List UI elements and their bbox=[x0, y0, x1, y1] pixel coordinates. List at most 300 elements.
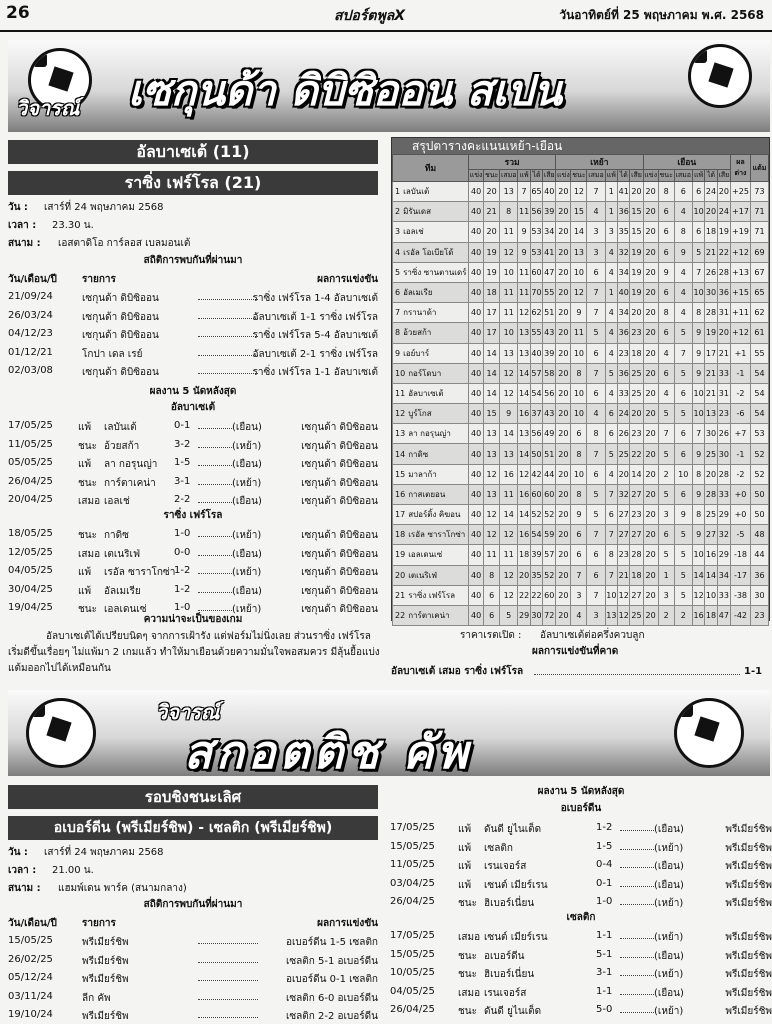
stat-cell: 4 bbox=[605, 464, 617, 484]
form-row bbox=[8, 420, 378, 433]
stat-cell: 5 bbox=[605, 363, 617, 383]
stat-cell: 20 bbox=[556, 605, 571, 625]
stat-cell: 27 bbox=[618, 525, 630, 545]
standings-row bbox=[393, 605, 769, 625]
stat-cell: 20 bbox=[643, 545, 658, 565]
stat-cell: 28 bbox=[717, 464, 730, 484]
col-pts: แต้ม bbox=[751, 155, 769, 182]
dotted-leader bbox=[198, 565, 232, 574]
stat-cell: 25 bbox=[630, 363, 643, 383]
stat-cell: 8 bbox=[500, 202, 518, 222]
stat-cell: 20 bbox=[717, 323, 730, 343]
stat-cell: 57 bbox=[530, 363, 542, 383]
stat-cell: 41 bbox=[618, 182, 630, 202]
stat-cell: 55 bbox=[530, 323, 542, 343]
form-date: 26/04/25 bbox=[390, 1004, 435, 1015]
team-position: 12 bbox=[395, 409, 406, 419]
team-name: เรอัล ซาราโกซ่า bbox=[408, 530, 466, 540]
stat-cell: 30 bbox=[705, 282, 717, 302]
stat-cell: 20 bbox=[556, 404, 571, 424]
stat-cell: 11 bbox=[500, 282, 518, 302]
team-name: อ้วยสก้า bbox=[403, 328, 432, 338]
stat-cell: 12 bbox=[500, 383, 518, 403]
stat-cell: 13 bbox=[484, 484, 500, 504]
stat-cell: 23 bbox=[630, 505, 643, 525]
col-for: ได้ bbox=[530, 170, 542, 182]
h2h-row bbox=[8, 365, 378, 378]
stat-cell: 40 bbox=[469, 323, 484, 343]
stat-cell: 20 bbox=[556, 262, 571, 282]
form-score: 1-2 bbox=[174, 565, 191, 576]
form-opponent: เรนเจอร์ส bbox=[484, 861, 527, 872]
h2h-result: อัลบาเซเต้ 1-1 ราซิ่ง เฟร์โรล bbox=[252, 311, 378, 323]
stat-cell: 35 bbox=[530, 565, 542, 585]
standings-row bbox=[393, 343, 769, 363]
stat-cell: 3 bbox=[587, 222, 605, 242]
stat-cell: 43 bbox=[543, 404, 556, 424]
stat-cell: 20 bbox=[643, 242, 658, 262]
h2h-date: 19/10/24 bbox=[8, 1009, 53, 1020]
stat-cell: 11 bbox=[500, 545, 518, 565]
stat-cell: 65 bbox=[530, 182, 542, 202]
stat-cell: 10 bbox=[500, 323, 518, 343]
odds-label: ราคาเรตเปิด : bbox=[460, 630, 522, 641]
team-name: เตเนริเฟ่ bbox=[408, 570, 438, 580]
team-position: 1 bbox=[395, 187, 401, 197]
form-competition: พรีเมียร์ชิพ bbox=[725, 861, 772, 872]
form-date: 11/05/25 bbox=[390, 859, 435, 870]
stat-cell: 20 bbox=[518, 565, 530, 585]
stat-cell: 26 bbox=[618, 424, 630, 444]
goal-difference: -5 bbox=[731, 525, 751, 545]
h2h-competition: พรีเมียร์ชิพ bbox=[82, 937, 129, 948]
date-value: เสาร์ที่ 24 พฤษภาคม 2568 bbox=[44, 202, 164, 213]
stat-cell: 39 bbox=[543, 343, 556, 363]
stat-cell: 11 bbox=[518, 202, 530, 222]
stat-cell: 8 bbox=[571, 484, 587, 504]
form-score: 1-5 bbox=[174, 457, 191, 468]
stat-cell: 29 bbox=[717, 545, 730, 565]
stat-cell: 6 bbox=[484, 585, 500, 605]
stat-cell: 16 bbox=[705, 545, 717, 565]
stat-cell: 4 bbox=[605, 383, 617, 403]
form-row bbox=[8, 584, 378, 597]
stat-cell: 3 bbox=[658, 505, 674, 525]
team-name: เลบันเต้ bbox=[403, 187, 430, 197]
stat-cell: 13 bbox=[518, 424, 530, 444]
stat-cell: 20 bbox=[556, 303, 571, 323]
stat-cell: 8 bbox=[692, 464, 704, 484]
stat-cell: 11 bbox=[518, 282, 530, 302]
stat-cell: 7 bbox=[587, 303, 605, 323]
form-date: 26/04/25 bbox=[8, 475, 53, 487]
stat-cell: 12 bbox=[500, 565, 518, 585]
team-name: มิรันเดส bbox=[403, 207, 431, 217]
stat-cell: 7 bbox=[587, 363, 605, 383]
stat-cell: 20 bbox=[630, 303, 643, 323]
stat-cell: 55 bbox=[543, 282, 556, 302]
form-date: 12/05/25 bbox=[8, 546, 53, 558]
team-position: 8 bbox=[395, 328, 401, 338]
points: 71 bbox=[751, 202, 769, 222]
stat-cell: 20 bbox=[643, 505, 658, 525]
stat-cell: 8 bbox=[571, 363, 587, 383]
stat-cell: 14 bbox=[500, 505, 518, 525]
stat-cell: 13 bbox=[500, 343, 518, 363]
form-result: เสมอ bbox=[458, 987, 481, 999]
stat-cell: 43 bbox=[543, 323, 556, 343]
form-opponent: อเบอร์ดีน bbox=[484, 950, 525, 962]
stat-cell: 8 bbox=[658, 182, 674, 202]
stat-cell: 8 bbox=[571, 444, 587, 464]
goal-difference: +19 bbox=[731, 222, 751, 242]
stat-cell: 70 bbox=[530, 282, 542, 302]
form-row bbox=[390, 859, 772, 872]
form-date: 26/04/25 bbox=[390, 896, 435, 907]
stat-cell: 52 bbox=[543, 505, 556, 525]
form-date: 10/05/25 bbox=[390, 967, 435, 978]
h2h-competition: โกปา เดล เรย์ bbox=[82, 348, 143, 360]
form-row bbox=[390, 949, 772, 962]
dotted-leader bbox=[620, 841, 654, 850]
date-label: วัน : bbox=[8, 847, 28, 858]
team-position: 10 bbox=[395, 368, 406, 378]
stat-cell: 14 bbox=[705, 565, 717, 585]
stat-cell: 25 bbox=[618, 444, 630, 464]
standings-row bbox=[393, 484, 769, 504]
form-opponent: เซนต์ เมียร์เรน bbox=[484, 879, 548, 891]
col-team: ทีม bbox=[393, 155, 469, 182]
form-opponent: ฮิเบอร์เนี่ยน bbox=[484, 898, 535, 909]
stat-cell: 12 bbox=[518, 464, 530, 484]
date-label: วัน : bbox=[8, 202, 28, 213]
standings-row bbox=[393, 545, 769, 565]
stat-cell: 9 bbox=[692, 525, 704, 545]
stat-cell: 6 bbox=[571, 545, 587, 565]
stat-cell: 16 bbox=[692, 605, 704, 625]
team-cell bbox=[393, 525, 469, 545]
stat-cell: 40 bbox=[469, 565, 484, 585]
team-cell bbox=[393, 323, 469, 343]
col-comp: รายการ bbox=[82, 274, 116, 285]
stat-cell: 6 bbox=[674, 424, 692, 444]
stat-cell: 6 bbox=[674, 182, 692, 202]
form-venue: (เยือน) bbox=[654, 861, 684, 872]
stat-cell: 30 bbox=[705, 424, 717, 444]
dotted-leader bbox=[620, 986, 654, 995]
form-result: ชนะ bbox=[458, 969, 477, 980]
points: 48 bbox=[751, 525, 769, 545]
form-venue: (เหย้า) bbox=[232, 604, 262, 615]
stat-cell: 36 bbox=[717, 282, 730, 302]
stat-cell: 10 bbox=[692, 282, 704, 302]
stat-cell: 44 bbox=[543, 464, 556, 484]
analysis-line: แต้มออกไปได้เหมือนกัน bbox=[8, 663, 111, 674]
stat-cell: 3 bbox=[605, 222, 617, 242]
form-competition: พรีเมียร์ชิพ bbox=[725, 932, 772, 943]
stat-cell: 28 bbox=[717, 262, 730, 282]
stat-cell: 4 bbox=[674, 282, 692, 302]
stat-cell: 30 bbox=[530, 605, 542, 625]
form-venue: (เหย้า) bbox=[654, 898, 684, 909]
odds-value: อัลบาเซเต้ต่อครึ่งควบลูก bbox=[540, 630, 645, 641]
stat-cell: 40 bbox=[469, 343, 484, 363]
stat-cell: 20 bbox=[643, 363, 658, 383]
stat-cell: 21 bbox=[717, 343, 730, 363]
h2h-result: อเบอร์ดีน 0-1 เซลติก bbox=[285, 974, 378, 985]
stat-cell: 12 bbox=[484, 525, 500, 545]
stat-cell: 40 bbox=[469, 262, 484, 282]
stat-cell: 12 bbox=[484, 464, 500, 484]
stat-cell: 3 bbox=[571, 585, 587, 605]
team-position: 3 bbox=[395, 227, 401, 237]
stat-cell: 14 bbox=[692, 565, 704, 585]
stat-cell: 16 bbox=[518, 484, 530, 504]
team-name: มาลาก้า bbox=[408, 469, 437, 479]
stat-cell: 9 bbox=[658, 262, 674, 282]
stat-cell: 6 bbox=[587, 262, 605, 282]
standings-row bbox=[393, 525, 769, 545]
stat-cell: 19 bbox=[484, 242, 500, 262]
form-row bbox=[8, 528, 378, 541]
dotted-leader bbox=[198, 457, 232, 466]
h2h-row bbox=[8, 347, 378, 360]
stat-cell: 7 bbox=[587, 444, 605, 464]
dotted-leader bbox=[620, 1004, 654, 1013]
stat-cell: 40 bbox=[469, 383, 484, 403]
time-label: เวลา : bbox=[8, 865, 37, 876]
team-position: 11 bbox=[395, 388, 406, 398]
stat-cell: 6 bbox=[484, 605, 500, 625]
team-cell bbox=[393, 363, 469, 383]
stat-cell: 40 bbox=[469, 484, 484, 504]
stat-cell: 20 bbox=[556, 424, 571, 444]
form-title: ผลงาน 5 นัดหลังสุด bbox=[537, 786, 625, 797]
form-score: 1-0 bbox=[596, 896, 613, 907]
form-venue: (เหย้า) bbox=[232, 477, 262, 489]
stat-cell: 12 bbox=[484, 505, 500, 525]
h2h-date: 26/02/25 bbox=[8, 953, 53, 965]
stat-cell: 17 bbox=[484, 323, 500, 343]
h2h-title: สถิติการพบกันที่ผ่านมา bbox=[143, 899, 243, 910]
stat-cell: 7 bbox=[605, 565, 617, 585]
stat-cell: 20 bbox=[556, 464, 571, 484]
stat-cell: 11 bbox=[571, 323, 587, 343]
h2h-result: เซลติก 2-2 อเบอร์ดีน bbox=[285, 1011, 378, 1022]
h2h-row bbox=[8, 991, 378, 1004]
team-name: ลา กอรุนญ่า bbox=[408, 429, 451, 439]
h2h-date: 01/12/21 bbox=[8, 346, 53, 358]
dotted-leader bbox=[198, 547, 232, 556]
stat-cell: 49 bbox=[543, 424, 556, 444]
stat-cell: 5 bbox=[658, 404, 674, 424]
form-competition: พรีเมียร์ชิพ bbox=[725, 950, 772, 962]
form-result: แพ้ bbox=[78, 459, 92, 470]
form-row bbox=[8, 439, 378, 452]
stat-cell: 7 bbox=[692, 262, 704, 282]
stat-cell: 11 bbox=[500, 484, 518, 504]
stat-cell: 2 bbox=[658, 605, 674, 625]
stat-cell: 20 bbox=[556, 363, 571, 383]
goal-difference: +12 bbox=[731, 242, 751, 262]
team-cell bbox=[393, 404, 469, 424]
h2h-row bbox=[8, 972, 378, 985]
points: 61 bbox=[751, 323, 769, 343]
stat-cell: 19 bbox=[630, 262, 643, 282]
col-lost: แพ้ bbox=[605, 170, 617, 182]
stat-cell: 15 bbox=[571, 202, 587, 222]
h2h-date: 21/09/24 bbox=[8, 291, 53, 302]
round-bar: รอบชิงชนะเลิศ bbox=[8, 785, 378, 809]
form-venue: (เยือน) bbox=[232, 422, 262, 433]
stat-cell: 60 bbox=[543, 484, 556, 504]
h2h-competition: เซกุนด้า ดิบิซิออน bbox=[82, 330, 159, 341]
form-opponent: เตเนริเฟ่ bbox=[104, 548, 141, 560]
points: 53 bbox=[751, 424, 769, 444]
form-opponent: อัลเมเรีย bbox=[104, 585, 141, 597]
stat-cell: 36 bbox=[618, 202, 630, 222]
points: 65 bbox=[751, 282, 769, 302]
col-date: วัน/เดือน/ปี bbox=[8, 918, 57, 929]
stat-cell: 20 bbox=[556, 202, 571, 222]
form-date: 15/05/25 bbox=[390, 840, 435, 852]
stat-cell: 31 bbox=[717, 383, 730, 403]
stat-cell: 1 bbox=[658, 565, 674, 585]
col-drawn: เสมอ bbox=[674, 170, 692, 182]
stat-cell: 6 bbox=[605, 424, 617, 444]
stat-cell: 20 bbox=[705, 464, 717, 484]
stat-cell: 20 bbox=[630, 182, 643, 202]
stat-cell: 47 bbox=[717, 605, 730, 625]
standings-row bbox=[393, 383, 769, 403]
stat-cell: 11 bbox=[518, 262, 530, 282]
stat-cell: 9 bbox=[674, 505, 692, 525]
h2h-row bbox=[8, 954, 378, 967]
stat-cell: 51 bbox=[543, 303, 556, 323]
stat-cell: 7 bbox=[587, 182, 605, 202]
stat-cell: 9 bbox=[692, 363, 704, 383]
stat-cell: 9 bbox=[692, 323, 704, 343]
stat-cell: 20 bbox=[643, 444, 658, 464]
form-score: 3-1 bbox=[174, 475, 191, 487]
stat-cell: 1 bbox=[605, 202, 617, 222]
stat-cell: 20 bbox=[556, 525, 571, 545]
stat-cell: 20 bbox=[556, 343, 571, 363]
stat-cell: 16 bbox=[500, 464, 518, 484]
stat-cell: 20 bbox=[643, 262, 658, 282]
stat-cell: 20 bbox=[618, 464, 630, 484]
prediction-title: ผลการแข่งขันที่คาด bbox=[532, 646, 619, 657]
team-position: 15 bbox=[395, 469, 406, 479]
goal-difference: -2 bbox=[731, 383, 751, 403]
stat-cell: 51 bbox=[543, 444, 556, 464]
stat-cell: 12 bbox=[571, 282, 587, 302]
dotted-leader bbox=[198, 991, 258, 1000]
points: 50 bbox=[751, 505, 769, 525]
stat-cell: 20 bbox=[643, 282, 658, 302]
stat-cell: 6 bbox=[571, 424, 587, 444]
form-date: 15/05/25 bbox=[390, 948, 435, 960]
goal-difference: +11 bbox=[731, 303, 751, 323]
stat-cell: 6 bbox=[692, 182, 704, 202]
stat-cell: 47 bbox=[543, 262, 556, 282]
goal-difference: +13 bbox=[731, 262, 751, 282]
team-cell bbox=[393, 464, 469, 484]
form-score: 1-0 bbox=[174, 528, 191, 539]
stat-cell: 7 bbox=[605, 525, 617, 545]
stat-cell: 10 bbox=[500, 262, 518, 282]
dotted-leader bbox=[198, 347, 258, 356]
stat-cell: 5 bbox=[658, 484, 674, 504]
h2h-result: เซลติก 6-0 อเบอร์ดีน bbox=[285, 992, 378, 1004]
form-opponent: เอลเดนเซ่ bbox=[104, 604, 147, 615]
team-name: สปอร์ติ้ง คิฆอน bbox=[408, 510, 461, 520]
form-opponent: เซลติก bbox=[484, 842, 513, 854]
stat-cell: 18 bbox=[705, 605, 717, 625]
form-result: แพ้ bbox=[458, 842, 472, 854]
form-score: 1-2 bbox=[174, 583, 191, 595]
form-venue: (เยือน) bbox=[654, 824, 684, 835]
stat-cell: 18 bbox=[518, 545, 530, 565]
dotted-leader bbox=[620, 896, 654, 905]
dotted-leader bbox=[620, 859, 654, 868]
stat-cell: 6 bbox=[571, 525, 587, 545]
stat-cell: 21 bbox=[705, 363, 717, 383]
stat-cell: 5 bbox=[500, 605, 518, 625]
stat-cell: 2 bbox=[674, 605, 692, 625]
stat-cell: 14 bbox=[518, 383, 530, 403]
points: 67 bbox=[751, 262, 769, 282]
goal-difference: +17 bbox=[731, 202, 751, 222]
form-result: แพ้ bbox=[78, 567, 92, 578]
h2h-date: 26/03/24 bbox=[8, 309, 53, 321]
stat-cell: 13 bbox=[518, 323, 530, 343]
football-icon bbox=[26, 698, 96, 768]
stat-cell: 37 bbox=[530, 404, 542, 424]
stat-cell: 34 bbox=[618, 303, 630, 323]
team-cell bbox=[393, 484, 469, 504]
stat-cell: 8 bbox=[658, 303, 674, 323]
stat-cell: 60 bbox=[530, 484, 542, 504]
stat-cell: 50 bbox=[530, 444, 542, 464]
stat-cell: 6 bbox=[587, 383, 605, 403]
form-competition: เซกุนด้า ดิบิซิออน bbox=[301, 440, 378, 452]
stat-cell: 3 bbox=[587, 242, 605, 262]
team-cell bbox=[393, 262, 469, 282]
col-played: แข่ง bbox=[556, 170, 571, 182]
stat-cell: 6 bbox=[587, 545, 605, 565]
dotted-leader bbox=[198, 972, 258, 981]
standings-row bbox=[393, 262, 769, 282]
team-position: 2 bbox=[395, 207, 401, 217]
stat-cell: 10 bbox=[571, 262, 587, 282]
form-venue: (เหย้า) bbox=[654, 932, 684, 943]
form-venue: (เยือน) bbox=[232, 548, 262, 560]
team-cell bbox=[393, 565, 469, 585]
stat-cell: 9 bbox=[518, 242, 530, 262]
venue-value: เอสตาดิโอ การ์ลอส เบลมอนเต้ bbox=[58, 238, 191, 249]
form-competition: เซกุนด้า ดิบิซิออน bbox=[301, 604, 378, 615]
col-for: ได้ bbox=[705, 170, 717, 182]
stat-cell: 12 bbox=[500, 363, 518, 383]
analysis-line: อัลบาเซเต้ได้เปรียบนิดๆ จากการเฝ้ารัง แต่ฟอร์มไม่นิ่งเลย ส่วนราซิ่ง เฟร์โรล bbox=[46, 631, 371, 642]
stat-cell: 9 bbox=[571, 303, 587, 323]
form-score: 0-0 bbox=[174, 546, 191, 558]
stat-cell: 31 bbox=[717, 303, 730, 323]
stat-cell: 6 bbox=[658, 282, 674, 302]
stat-cell: 20 bbox=[643, 585, 658, 605]
stat-cell: 14 bbox=[630, 464, 643, 484]
